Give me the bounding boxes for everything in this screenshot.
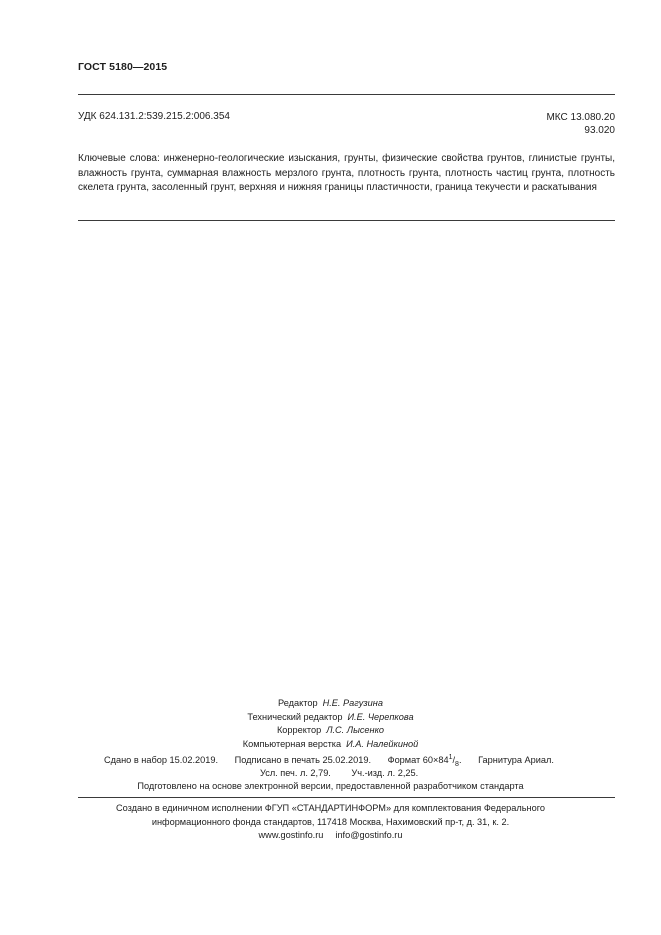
signed-date: Подписано в печать 25.02.2019.	[234, 755, 372, 765]
credit-name: И.А. Налейкиной	[346, 738, 419, 749]
mks-code	[546, 111, 615, 137]
credit-name: Л.С. Лысенко	[326, 725, 385, 735]
keywords-divider	[78, 220, 615, 221]
credit-role: Редактор	[278, 698, 318, 708]
footer-block	[0, 802, 661, 843]
publication-line-1	[104, 753, 554, 768]
publisher-sheets: Уч.-изд. л. 2,25.	[351, 768, 419, 778]
prepared-note: Подготовлено на основе электронной версии, предоставленной разработчиком стандарта	[137, 781, 524, 791]
keywords-paragraph: Ключевые слова: инженерно-геологические изыскания, грунты, физические свойства грунтов, глинистые грунты, влажность грунта, суммарная влажность мерзлого грунта, плотность грунта, плотность частиц грунта, плотность скелета грунта, засоленный грунт, верхняя и нижняя границы пластичности, граница текучести и раскатывания	[78, 153, 615, 193]
credit-name: Н.Е. Рагузина	[322, 698, 383, 708]
credit-corrector	[0, 724, 661, 738]
paper-format: Формат $60\times 84^1/_8$.	[387, 753, 462, 768]
footer-links	[0, 829, 661, 843]
credit-tech-editor	[0, 711, 661, 725]
mks-line-1: МКС 13.080.20	[546, 112, 615, 123]
typeface: Гарнитура Ариал.	[478, 755, 554, 765]
credit-layout	[0, 738, 661, 752]
footer-line-2: информационного фонда стандартов, 117418 Москва, Нахимовский пр-т, д. 31, к. 2.	[151, 816, 510, 827]
credit-role: Компьютерная верстка	[242, 738, 342, 749]
website-link[interactable]: www.gostinfo.ru	[258, 830, 324, 840]
credit-editor	[0, 697, 661, 711]
footer-divider	[78, 797, 615, 798]
credits-block	[0, 697, 661, 751]
email-link[interactable]: info@gostinfo.ru	[335, 830, 403, 840]
print-sheets: Усл. печ. л. 2,79.	[260, 768, 331, 778]
footer-line-1: Создано в единичном исполнении ФГУП «СТАНДАРТИНФОРМ» для комплектования Федерального	[115, 803, 545, 813]
standard-title: ГОСТ 5180—2015	[78, 61, 168, 73]
credit-role: Технический редактор	[247, 711, 343, 722]
credit-role: Корректор	[276, 725, 322, 735]
sent-date: Сдано в набор 15.02.2019.	[104, 755, 219, 765]
publication-line-2	[260, 768, 436, 778]
udk-code: УДК 624.131.2:539.215.2:006.354	[78, 111, 230, 122]
mks-line-2: 93.020	[584, 125, 615, 136]
top-divider	[78, 94, 615, 95]
credit-name: И.Е. Черепкова	[347, 711, 414, 722]
